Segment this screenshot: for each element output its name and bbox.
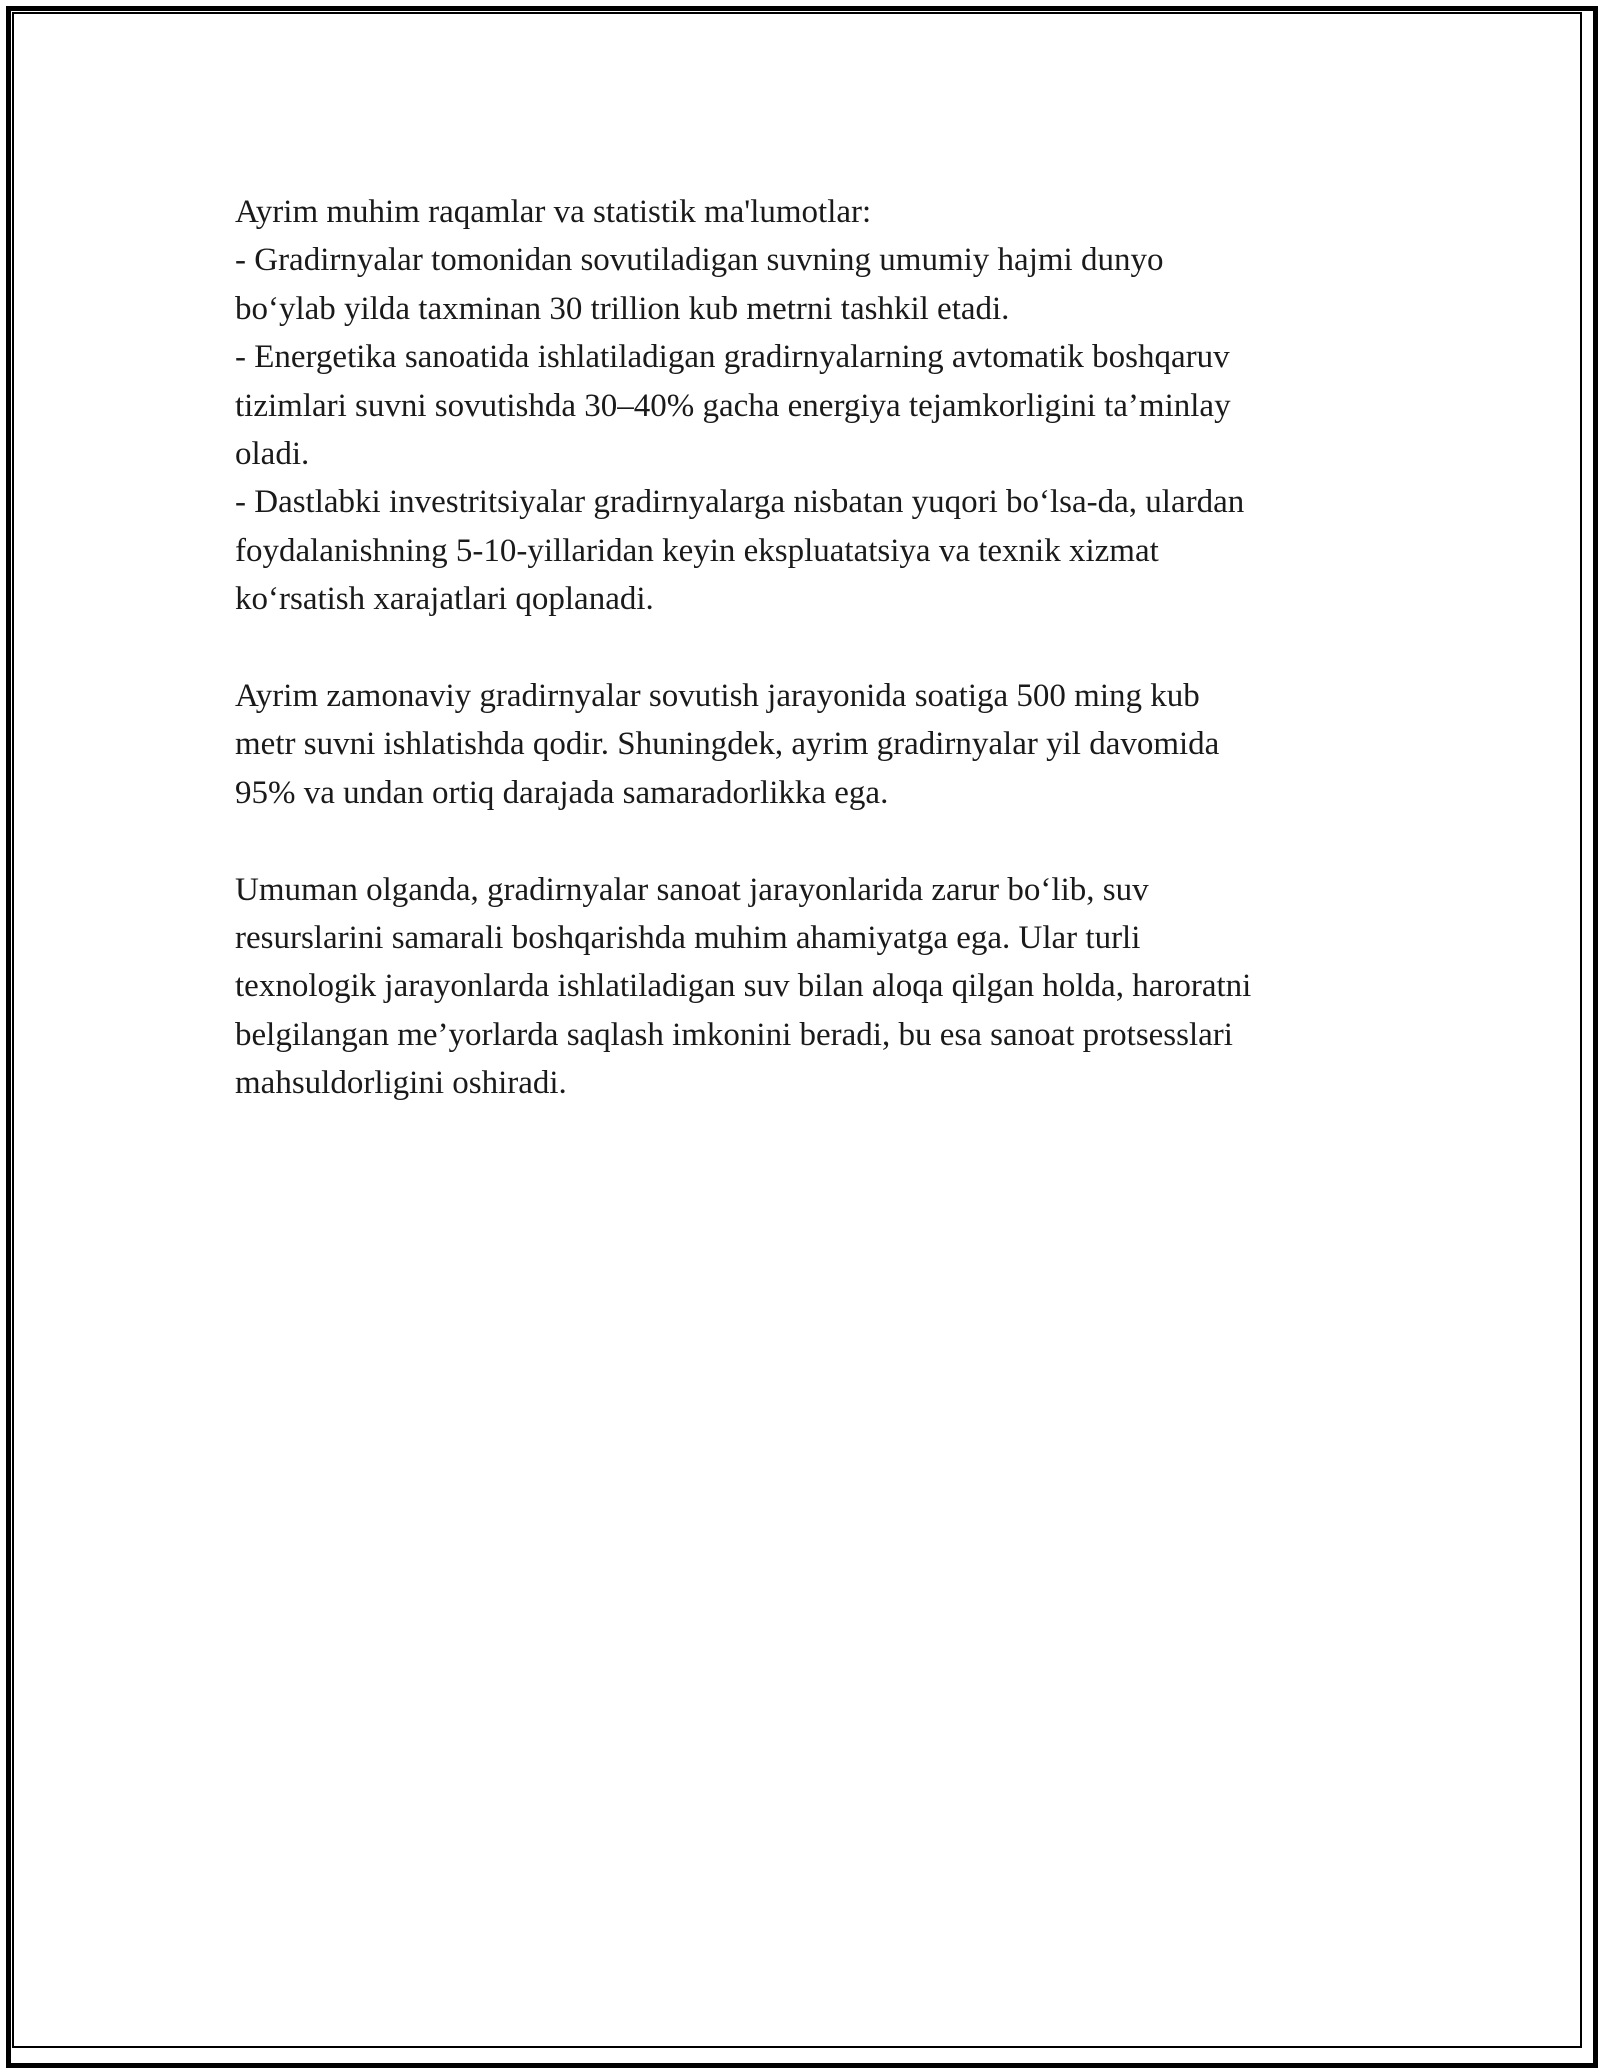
text-line: belgilangan me’yorlarda saqlash imkonini beradi, bu esa sanoat protsesslari (235, 1016, 1233, 1053)
text-line: Ayrim zamonaviy gradirnyalar sovutish jarayonida soatiga 500 ming kub (235, 678, 1200, 715)
paragraph-conclusion (235, 866, 1395, 1108)
text-line: Umuman olganda, gradirnyalar sanoat jarayonlarida zarur bo‘lib, suv (235, 871, 1149, 908)
text-line: mahsuldorligini oshiradi. (235, 1065, 567, 1102)
statistics-line: - Dastlabki investritsiyalar gradirnyalarga nisbatan yuqori bo‘lsa-da, ulardan (235, 484, 1245, 521)
document-body (235, 188, 1395, 1108)
paragraph-gap (235, 624, 1395, 672)
text-line: 95% va undan ortiq darajada samaradorlikka ega. (235, 774, 889, 811)
statistics-line: tizimlari suvni sovutishda 30–40% gacha energiya tejamkorligini ta’minlay (235, 387, 1231, 424)
paragraph-statistics (235, 188, 1395, 624)
statistics-line: - Energetika sanoatida ishlatiladigan gradirnyalarning avtomatik boshqaruv (235, 339, 1230, 376)
statistics-line: - Gradirnyalar tomonidan sovutiladigan suvning umumiy hajmi dunyo (235, 242, 1164, 279)
text-line: texnologik jarayonlarda ishlatiladigan suv bilan aloqa qilgan holda, haroratni (235, 968, 1252, 1005)
paragraph-modern-gradirnyas (235, 672, 1395, 817)
statistics-heading: Ayrim muhim raqamlar va statistik ma'lumotlar: (235, 194, 872, 230)
text-line: metr suvni ishlatishda qodir. Shuningdek, ayrim gradirnyalar yil davomida (235, 726, 1220, 763)
statistics-line: oladi. (235, 436, 310, 473)
statistics-line: foydalanishning 5-10-yillaridan keyin ekspluatatsiya va texnik xizmat (235, 532, 1159, 569)
text-line: resurslarini samarali boshqarishda muhim ahamiyatga ega. Ular turli (235, 920, 1141, 957)
statistics-line: bo‘ylab yilda taxminan 30 trillion kub metrni tashkil etadi. (235, 290, 1010, 327)
paragraph-gap (235, 817, 1395, 865)
statistics-line: ko‘rsatish xarajatlari qoplanadi. (235, 581, 654, 618)
